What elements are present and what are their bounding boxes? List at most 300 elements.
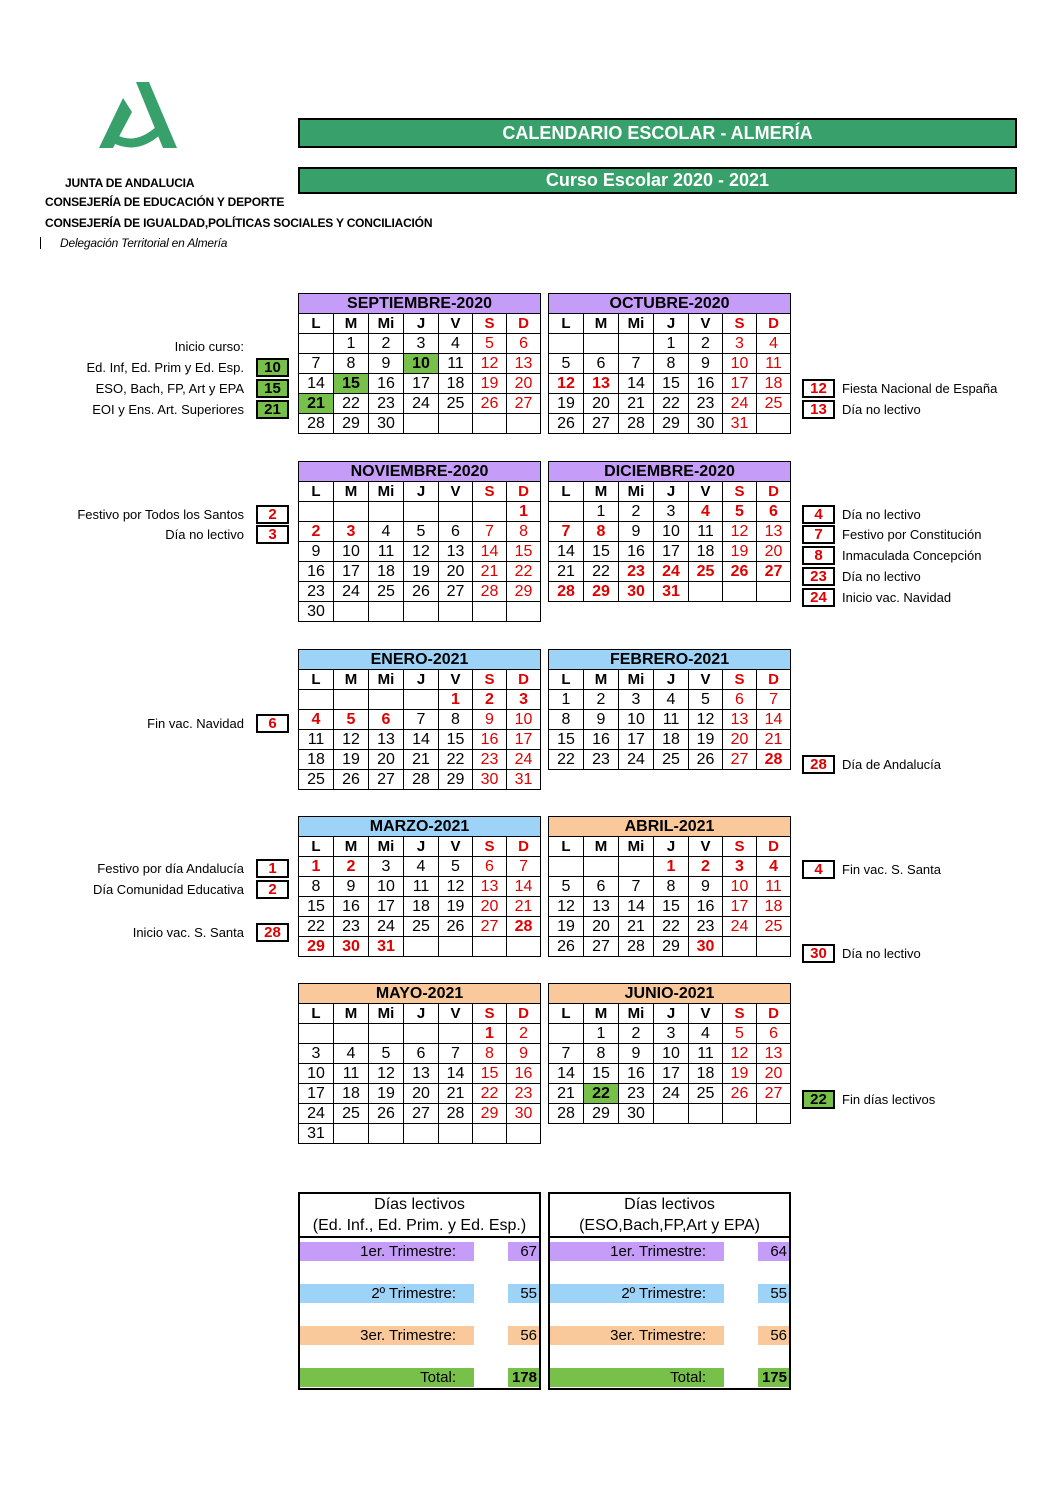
day-cell: 13 <box>369 730 404 750</box>
day-cell: 15 <box>334 374 369 394</box>
day-cell: 22 <box>473 1084 507 1104</box>
day-cell: 18 <box>404 897 439 917</box>
weekday-header: L <box>299 837 334 857</box>
day-cell: 26 <box>723 562 757 582</box>
day-cell: 8 <box>439 710 473 730</box>
day-cell <box>439 414 473 434</box>
day-cell: 18 <box>334 1084 369 1104</box>
day-cell: 28 <box>507 917 541 937</box>
day-cell: 28 <box>549 1104 584 1124</box>
term-3-value: 56 <box>508 1326 539 1345</box>
weekday-header: D <box>507 670 541 690</box>
right-note-date: 24 <box>802 588 835 607</box>
day-cell: 17 <box>334 562 369 582</box>
day-cell: 3 <box>334 522 369 542</box>
day-cell: 28 <box>439 1104 473 1124</box>
total-value: 175 <box>758 1368 789 1387</box>
day-cell: 2 <box>689 334 723 354</box>
day-cell: 18 <box>689 542 723 562</box>
day-cell: 26 <box>689 750 723 770</box>
weekday-header: D <box>507 314 541 334</box>
day-cell <box>473 502 507 522</box>
day-cell: 29 <box>507 582 541 602</box>
day-cell: 22 <box>439 750 473 770</box>
day-cell: 11 <box>334 1064 369 1084</box>
day-cell: 21 <box>757 730 791 750</box>
day-cell: 22 <box>584 1084 619 1104</box>
weekday-header: J <box>654 670 689 690</box>
day-cell: 1 <box>584 1024 619 1044</box>
day-cell: 8 <box>299 877 334 897</box>
day-cell: 24 <box>654 562 689 582</box>
day-cell: 28 <box>549 582 584 602</box>
total-label: Total: <box>550 1368 724 1387</box>
day-cell: 9 <box>619 1044 654 1064</box>
month-title: JUNIO-2021 <box>549 984 791 1004</box>
day-cell: 28 <box>404 770 439 790</box>
day-cell: 23 <box>689 917 723 937</box>
term-1-value: 67 <box>508 1242 539 1261</box>
day-cell: 6 <box>723 690 757 710</box>
weekday-header: M <box>334 670 369 690</box>
day-cell <box>619 857 654 877</box>
term-3-value: 56 <box>758 1326 789 1345</box>
day-cell: 16 <box>369 374 404 394</box>
org-line-4: Delegación Territorial en Almería <box>60 236 228 250</box>
day-cell: 18 <box>757 897 791 917</box>
day-cell: 17 <box>654 542 689 562</box>
day-cell: 20 <box>757 542 791 562</box>
day-cell: 8 <box>584 522 619 542</box>
day-cell: 17 <box>723 374 757 394</box>
day-cell: 13 <box>439 542 473 562</box>
day-cell: 14 <box>404 730 439 750</box>
weekday-header: L <box>299 482 334 502</box>
day-cell: 24 <box>404 394 439 414</box>
day-cell <box>334 690 369 710</box>
day-cell: 25 <box>757 917 791 937</box>
term-2-label: 2º Trimestre: <box>300 1284 474 1303</box>
day-cell: 12 <box>549 897 584 917</box>
weekday-header: J <box>654 1004 689 1024</box>
weekday-header: V <box>439 314 473 334</box>
weekday-header: Mi <box>619 314 654 334</box>
day-cell <box>757 414 791 434</box>
day-cell: 27 <box>584 414 619 434</box>
weekday-header: L <box>299 1004 334 1024</box>
calendar-abril-2021 <box>548 816 791 957</box>
left-note-label: Ed. Inf, Ed. Prim y Ed. Esp. <box>86 360 244 375</box>
month-title: MAYO-2021 <box>299 984 541 1004</box>
day-cell: 2 <box>584 690 619 710</box>
day-cell: 22 <box>654 917 689 937</box>
day-cell: 26 <box>369 1104 404 1124</box>
day-cell: 9 <box>369 354 404 374</box>
day-cell: 27 <box>369 770 404 790</box>
day-cell: 10 <box>404 354 439 374</box>
term-2-value: 55 <box>508 1284 539 1303</box>
right-note-label: Fin vac. S. Santa <box>842 862 941 877</box>
day-cell: 17 <box>723 897 757 917</box>
day-cell: 26 <box>334 770 369 790</box>
month-title: OCTUBRE-2020 <box>549 294 791 314</box>
day-cell: 30 <box>473 770 507 790</box>
term-2-label: 2º Trimestre: <box>550 1284 724 1303</box>
day-cell: 16 <box>473 730 507 750</box>
calendar-septiembre-2020 <box>298 293 541 434</box>
summary-head-subtitle: (ESO,Bach,FP,Art y EPA) <box>579 1217 760 1234</box>
day-cell: 23 <box>473 750 507 770</box>
day-cell: 2 <box>619 502 654 522</box>
day-cell: 10 <box>369 877 404 897</box>
weekday-header: V <box>689 837 723 857</box>
total-value: 178 <box>508 1368 539 1387</box>
day-cell: 14 <box>549 1064 584 1084</box>
day-cell: 30 <box>689 414 723 434</box>
day-cell: 30 <box>507 1104 541 1124</box>
summary-head-title: Días lectivos <box>374 1196 465 1213</box>
day-cell: 23 <box>334 917 369 937</box>
day-cell <box>404 937 439 957</box>
day-cell: 29 <box>439 770 473 790</box>
left-note-date: 10 <box>256 358 289 377</box>
day-cell: 17 <box>654 1064 689 1084</box>
day-cell <box>689 1104 723 1124</box>
day-cell <box>473 602 507 622</box>
day-cell: 22 <box>507 562 541 582</box>
day-cell <box>404 1124 439 1144</box>
day-cell: 17 <box>507 730 541 750</box>
weekday-header: V <box>439 670 473 690</box>
day-cell: 5 <box>549 354 584 374</box>
day-cell: 13 <box>507 354 541 374</box>
right-note-date: 8 <box>802 546 835 565</box>
left-note-label: Festivo por Todos los Santos <box>77 507 244 522</box>
day-cell: 10 <box>619 710 654 730</box>
day-cell: 15 <box>299 897 334 917</box>
weekday-header: M <box>584 670 619 690</box>
day-cell: 25 <box>299 770 334 790</box>
day-cell: 7 <box>439 1044 473 1064</box>
right-note-date: 4 <box>802 860 835 879</box>
day-cell: 2 <box>473 690 507 710</box>
day-cell: 2 <box>369 334 404 354</box>
weekday-header: S <box>723 1004 757 1024</box>
day-cell: 23 <box>369 394 404 414</box>
day-cell: 21 <box>619 394 654 414</box>
left-note-date: 2 <box>256 505 289 524</box>
day-cell <box>757 582 791 602</box>
term-3-label: 3er. Trimestre: <box>300 1326 474 1345</box>
weekday-header: D <box>757 670 791 690</box>
day-cell: 3 <box>654 502 689 522</box>
day-cell <box>757 937 791 957</box>
day-cell <box>473 414 507 434</box>
term-1-value: 64 <box>758 1242 789 1261</box>
day-cell: 27 <box>404 1104 439 1124</box>
calendar-mayo-2021 <box>298 983 541 1144</box>
day-cell: 11 <box>689 1044 723 1064</box>
day-cell: 26 <box>404 582 439 602</box>
day-cell <box>404 602 439 622</box>
day-cell: 26 <box>549 937 584 957</box>
day-cell: 20 <box>473 897 507 917</box>
day-cell <box>507 937 541 957</box>
day-cell: 31 <box>723 414 757 434</box>
total-label: Total: <box>300 1368 474 1387</box>
day-cell: 16 <box>619 1064 654 1084</box>
day-cell: 20 <box>584 394 619 414</box>
day-cell: 2 <box>334 857 369 877</box>
day-cell: 26 <box>723 1084 757 1104</box>
day-cell <box>299 1024 334 1044</box>
day-cell: 4 <box>689 502 723 522</box>
day-cell: 27 <box>507 394 541 414</box>
day-cell: 12 <box>369 1064 404 1084</box>
day-cell <box>404 502 439 522</box>
day-cell: 16 <box>619 542 654 562</box>
day-cell: 29 <box>654 414 689 434</box>
weekday-header: Mi <box>619 670 654 690</box>
day-cell <box>404 414 439 434</box>
day-cell: 30 <box>619 582 654 602</box>
term-1-label: 1er. Trimestre: <box>300 1242 474 1261</box>
divider <box>40 237 41 249</box>
day-cell: 10 <box>723 877 757 897</box>
day-cell: 10 <box>654 522 689 542</box>
day-cell: 20 <box>369 750 404 770</box>
day-cell: 2 <box>507 1024 541 1044</box>
day-cell: 8 <box>473 1044 507 1064</box>
day-cell: 13 <box>473 877 507 897</box>
summary-head-title: Días lectivos <box>624 1196 715 1213</box>
day-cell: 3 <box>723 857 757 877</box>
day-cell: 7 <box>549 1044 584 1064</box>
day-cell: 7 <box>299 354 334 374</box>
day-cell: 25 <box>654 750 689 770</box>
day-cell: 8 <box>584 1044 619 1064</box>
weekday-header: J <box>404 1004 439 1024</box>
day-cell: 21 <box>619 917 654 937</box>
weekday-header: M <box>334 1004 369 1024</box>
day-cell: 4 <box>404 857 439 877</box>
day-cell: 31 <box>369 937 404 957</box>
month-title: MARZO-2021 <box>299 817 541 837</box>
day-cell: 12 <box>723 522 757 542</box>
day-cell: 7 <box>507 857 541 877</box>
day-cell: 11 <box>404 877 439 897</box>
day-cell: 16 <box>689 897 723 917</box>
day-cell: 14 <box>549 542 584 562</box>
day-cell: 1 <box>439 690 473 710</box>
weekday-header: J <box>404 670 439 690</box>
left-note-label: Día no lectivo <box>165 527 244 542</box>
day-cell: 9 <box>619 522 654 542</box>
day-cell: 11 <box>369 542 404 562</box>
day-cell: 11 <box>757 354 791 374</box>
day-cell: 11 <box>654 710 689 730</box>
day-cell: 27 <box>757 562 791 582</box>
day-cell: 27 <box>473 917 507 937</box>
day-cell: 25 <box>439 394 473 414</box>
day-cell: 12 <box>723 1044 757 1064</box>
right-note-label: Inmaculada Concepción <box>842 548 982 563</box>
day-cell: 5 <box>689 690 723 710</box>
weekday-header: L <box>299 314 334 334</box>
day-cell: 3 <box>507 690 541 710</box>
day-cell: 24 <box>654 1084 689 1104</box>
day-cell: 18 <box>439 374 473 394</box>
day-cell: 6 <box>369 710 404 730</box>
weekday-header: Mi <box>369 314 404 334</box>
day-cell: 1 <box>654 334 689 354</box>
day-cell: 5 <box>473 334 507 354</box>
day-cell: 3 <box>404 334 439 354</box>
day-cell: 23 <box>584 750 619 770</box>
day-cell: 24 <box>507 750 541 770</box>
day-cell: 24 <box>619 750 654 770</box>
day-cell <box>654 1104 689 1124</box>
day-cell: 24 <box>334 582 369 602</box>
month-title: FEBRERO-2021 <box>549 650 791 670</box>
day-cell: 14 <box>619 897 654 917</box>
left-note-label: Inicio curso: <box>174 339 244 354</box>
calendar-junio-2021 <box>548 983 791 1124</box>
day-cell: 14 <box>439 1064 473 1084</box>
day-cell <box>299 502 334 522</box>
day-cell: 4 <box>654 690 689 710</box>
day-cell: 21 <box>549 1084 584 1104</box>
day-cell: 19 <box>404 562 439 582</box>
month-title: ABRIL-2021 <box>549 817 791 837</box>
right-note-date: 13 <box>802 400 835 419</box>
weekday-header: J <box>404 314 439 334</box>
day-cell: 15 <box>439 730 473 750</box>
weekday-header: D <box>757 837 791 857</box>
calendar-febrero-2021 <box>548 649 791 770</box>
day-cell <box>299 690 334 710</box>
weekday-header: L <box>299 670 334 690</box>
day-cell: 23 <box>689 394 723 414</box>
right-note-label: Fin días lectivos <box>842 1092 936 1107</box>
weekday-header: Mi <box>369 482 404 502</box>
day-cell: 6 <box>584 877 619 897</box>
day-cell: 13 <box>757 522 791 542</box>
left-note-date: 3 <box>256 525 289 544</box>
day-cell: 18 <box>757 374 791 394</box>
day-cell: 9 <box>584 710 619 730</box>
day-cell: 11 <box>439 354 473 374</box>
day-cell: 21 <box>299 394 334 414</box>
calendar-marzo-2021 <box>298 816 541 957</box>
day-cell: 27 <box>439 582 473 602</box>
day-cell: 20 <box>723 730 757 750</box>
day-cell: 24 <box>369 917 404 937</box>
weekday-header: L <box>549 1004 584 1024</box>
day-cell: 15 <box>584 1064 619 1084</box>
day-cell: 3 <box>723 334 757 354</box>
day-cell: 4 <box>299 710 334 730</box>
day-cell <box>584 857 619 877</box>
left-note-label: Festivo por día Andalucía <box>97 861 244 876</box>
day-cell: 17 <box>619 730 654 750</box>
day-cell: 13 <box>404 1064 439 1084</box>
day-cell: 1 <box>473 1024 507 1044</box>
day-cell <box>689 582 723 602</box>
day-cell: 8 <box>507 522 541 542</box>
day-cell: 19 <box>439 897 473 917</box>
day-cell: 30 <box>369 414 404 434</box>
day-cell: 5 <box>549 877 584 897</box>
weekday-header: Mi <box>369 670 404 690</box>
weekday-header: D <box>757 314 791 334</box>
day-cell <box>723 937 757 957</box>
day-cell: 8 <box>654 354 689 374</box>
day-cell: 18 <box>369 562 404 582</box>
weekday-header: V <box>689 482 723 502</box>
day-cell: 26 <box>473 394 507 414</box>
left-note-label: Fin vac. Navidad <box>147 716 244 731</box>
calendar-noviembre-2020 <box>298 461 541 622</box>
day-cell: 17 <box>404 374 439 394</box>
day-cell: 5 <box>439 857 473 877</box>
day-cell: 18 <box>299 750 334 770</box>
day-cell: 24 <box>299 1104 334 1124</box>
right-note-label: Día de Andalucía <box>842 757 942 772</box>
day-cell: 20 <box>507 374 541 394</box>
day-cell: 21 <box>549 562 584 582</box>
weekday-header: Mi <box>369 1004 404 1024</box>
day-cell: 6 <box>473 857 507 877</box>
right-note-label: Festivo por Constitución <box>842 527 982 542</box>
weekday-header: Mi <box>619 482 654 502</box>
day-cell: 25 <box>334 1104 369 1124</box>
right-note-date: 4 <box>802 505 835 524</box>
day-cell: 26 <box>549 414 584 434</box>
day-cell: 27 <box>723 750 757 770</box>
day-cell: 28 <box>757 750 791 770</box>
page-title: CALENDARIO ESCOLAR - ALMERÍA <box>298 118 1017 148</box>
weekday-header: V <box>439 837 473 857</box>
day-cell: 5 <box>404 522 439 542</box>
course-subtitle: Curso Escolar 2020 - 2021 <box>298 167 1017 194</box>
day-cell: 18 <box>689 1064 723 1084</box>
day-cell: 11 <box>299 730 334 750</box>
day-cell: 13 <box>584 374 619 394</box>
day-cell: 19 <box>549 917 584 937</box>
weekday-header: M <box>584 1004 619 1024</box>
day-cell: 12 <box>439 877 473 897</box>
day-cell <box>549 502 584 522</box>
day-cell: 4 <box>757 334 791 354</box>
day-cell <box>369 602 404 622</box>
day-cell: 3 <box>619 690 654 710</box>
day-cell: 22 <box>549 750 584 770</box>
day-cell: 16 <box>689 374 723 394</box>
day-cell <box>439 1024 473 1044</box>
day-cell: 10 <box>507 710 541 730</box>
left-note-date: 2 <box>256 880 289 899</box>
day-cell: 12 <box>473 354 507 374</box>
day-cell: 4 <box>757 857 791 877</box>
day-cell: 10 <box>299 1064 334 1084</box>
day-cell: 2 <box>299 522 334 542</box>
day-cell: 7 <box>549 522 584 542</box>
day-cell: 19 <box>723 1064 757 1084</box>
weekday-header: L <box>549 670 584 690</box>
month-title: DICIEMBRE-2020 <box>549 462 791 482</box>
right-note-date: 12 <box>802 379 835 398</box>
